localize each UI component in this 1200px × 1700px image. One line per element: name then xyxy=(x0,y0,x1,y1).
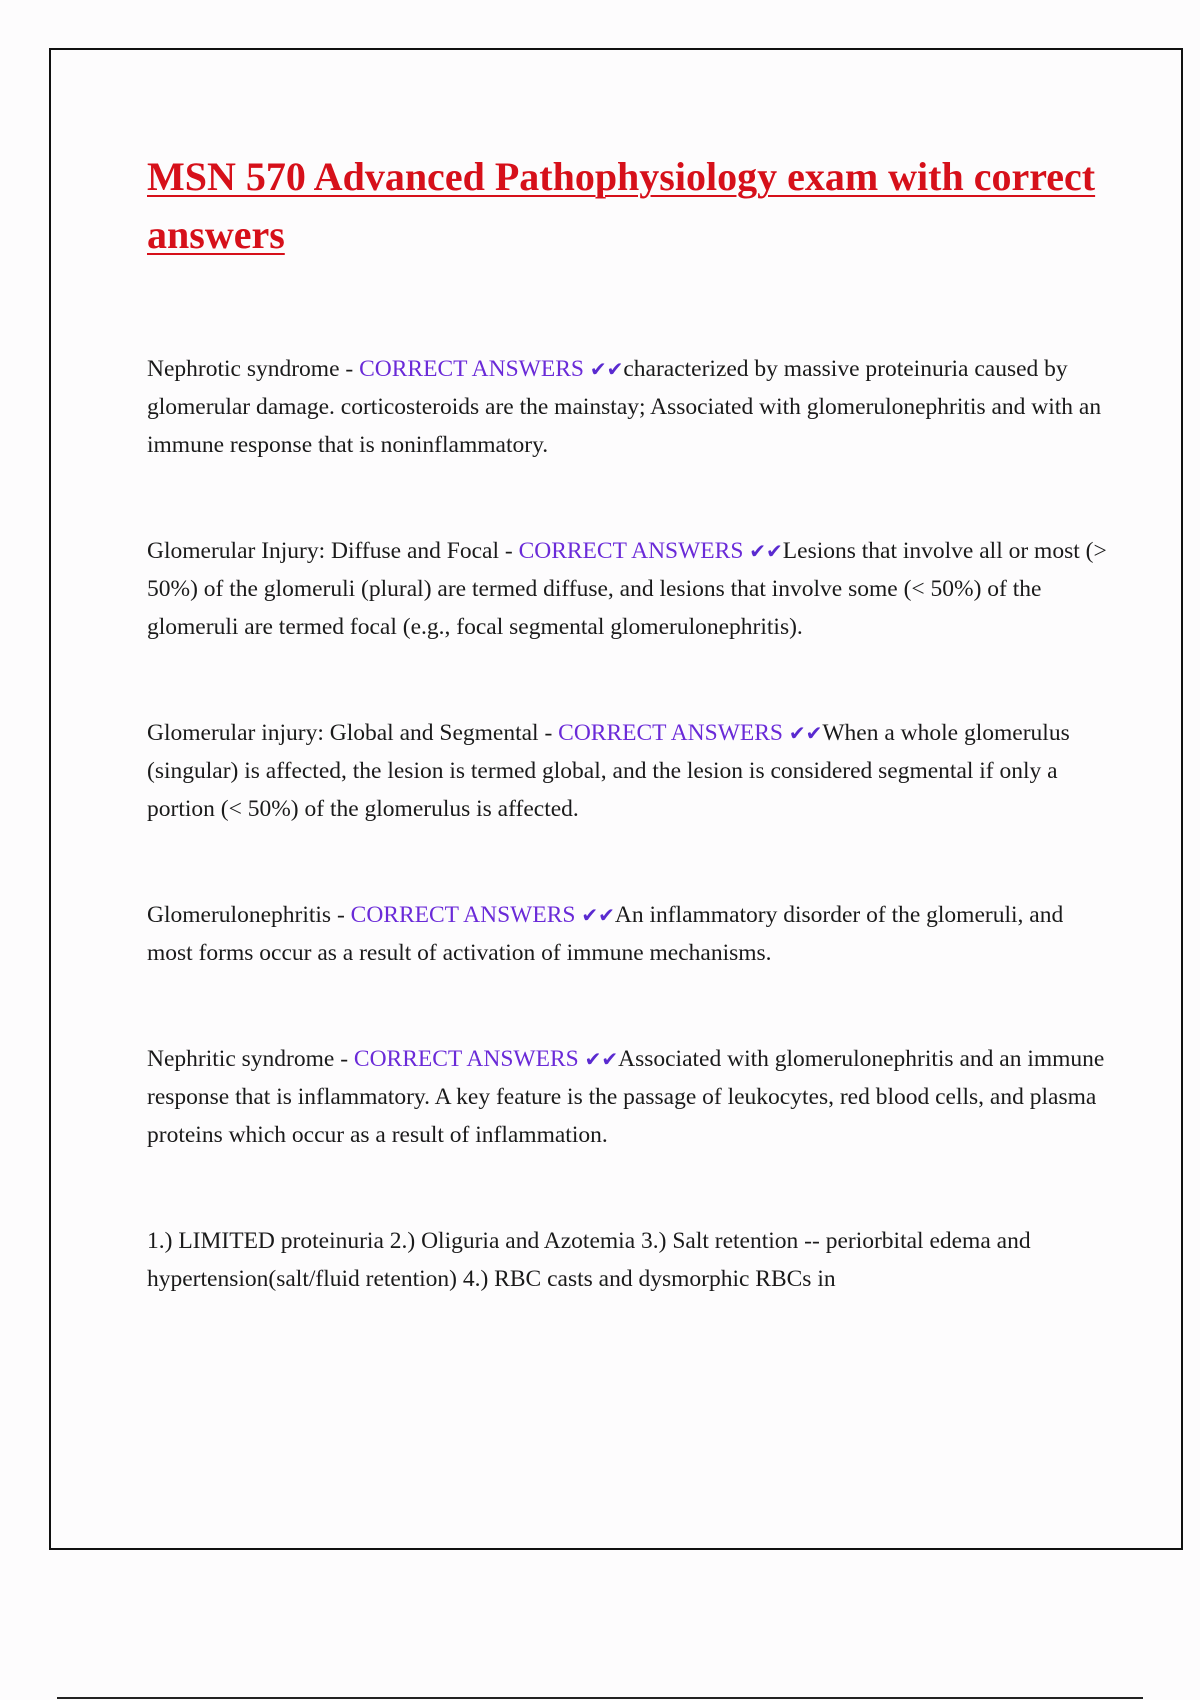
qa-item xyxy=(147,896,1107,972)
page-frame xyxy=(49,48,1183,1550)
qa-separator: - xyxy=(334,1046,354,1072)
correct-answers-tag: CORRECT ANSWERS xyxy=(558,720,783,746)
qa-separator: - xyxy=(498,538,519,564)
qa-separator: - xyxy=(339,356,360,382)
qa-term: Glomerular Injury: Diffuse and Focal xyxy=(147,538,499,564)
double-check-icon: ✔✔ xyxy=(584,1047,619,1071)
qa-answer: characterized by massive proteinuria caused by glomerular damage. corticosteroids are the mainstay; Associated with glomerulonephritis and with an immune response that is noninflammatory. xyxy=(147,356,1102,458)
double-check-icon: ✔✔ xyxy=(788,721,823,745)
qa-separator: - xyxy=(331,902,351,928)
qa-term: Nephrotic syndrome xyxy=(147,356,340,382)
qa-answer: Lesions that involve all or most (> 50%) of the glomeruli (plural) are termed diffuse, and lesions that involve some (< 50%) of the glomeruli are termed focal (e.g., focal segmental glomerulonephritis). xyxy=(147,538,1107,640)
document-title: MSN 570 Advanced Pathophysiology exam with correct answers xyxy=(147,154,1096,257)
qa-item xyxy=(147,714,1107,828)
footer-divider xyxy=(57,1697,1143,1699)
double-check-icon: ✔✔ xyxy=(581,903,615,927)
qa-answer: Associated with glomerulonephritis and an immune response that is inflammatory. A key feature is the passage of leukocytes, red blood cells, and plasma proteins which occur as a result of inflammation. xyxy=(147,1046,1105,1148)
qa-item xyxy=(147,1040,1107,1154)
qa-item xyxy=(147,532,1107,646)
trailing-paragraph: 1.) LIMITED proteinuria 2.) Oliguria and Azotemia 3.) Salt retention -- periorbital edema and hypertension(salt/fluid retention) 4.) RBC casts and dysmorphic RBCs in xyxy=(147,1228,1031,1292)
correct-answers-tag: CORRECT ANSWERS xyxy=(518,538,744,564)
correct-answers-tag: CORRECT ANSWERS xyxy=(353,1046,579,1072)
qa-answer: When a whole glomerulus (singular) is affected, the lesion is termed global, and the lesion is considered segmental if only a portion (< 50%) of the glomerulus is affected. xyxy=(147,720,1070,822)
qa-term: Glomerulonephritis xyxy=(147,902,332,928)
correct-answers-tag: CORRECT ANSWERS xyxy=(350,902,576,928)
qa-list xyxy=(147,350,1107,1366)
double-check-icon: ✔✔ xyxy=(749,539,783,563)
double-check-icon: ✔✔ xyxy=(589,357,624,381)
correct-answers-tag: CORRECT ANSWERS xyxy=(359,356,584,382)
qa-item xyxy=(147,350,1107,464)
qa-term: Glomerular injury: Global and Segmental xyxy=(147,720,539,746)
qa-separator: - xyxy=(538,720,559,746)
qa-term: Nephritic syndrome xyxy=(147,1046,335,1072)
qa-answer: An inflammatory disorder of the glomeruli, and most forms occur as a result of activation of immune mechanisms. xyxy=(147,902,1064,966)
